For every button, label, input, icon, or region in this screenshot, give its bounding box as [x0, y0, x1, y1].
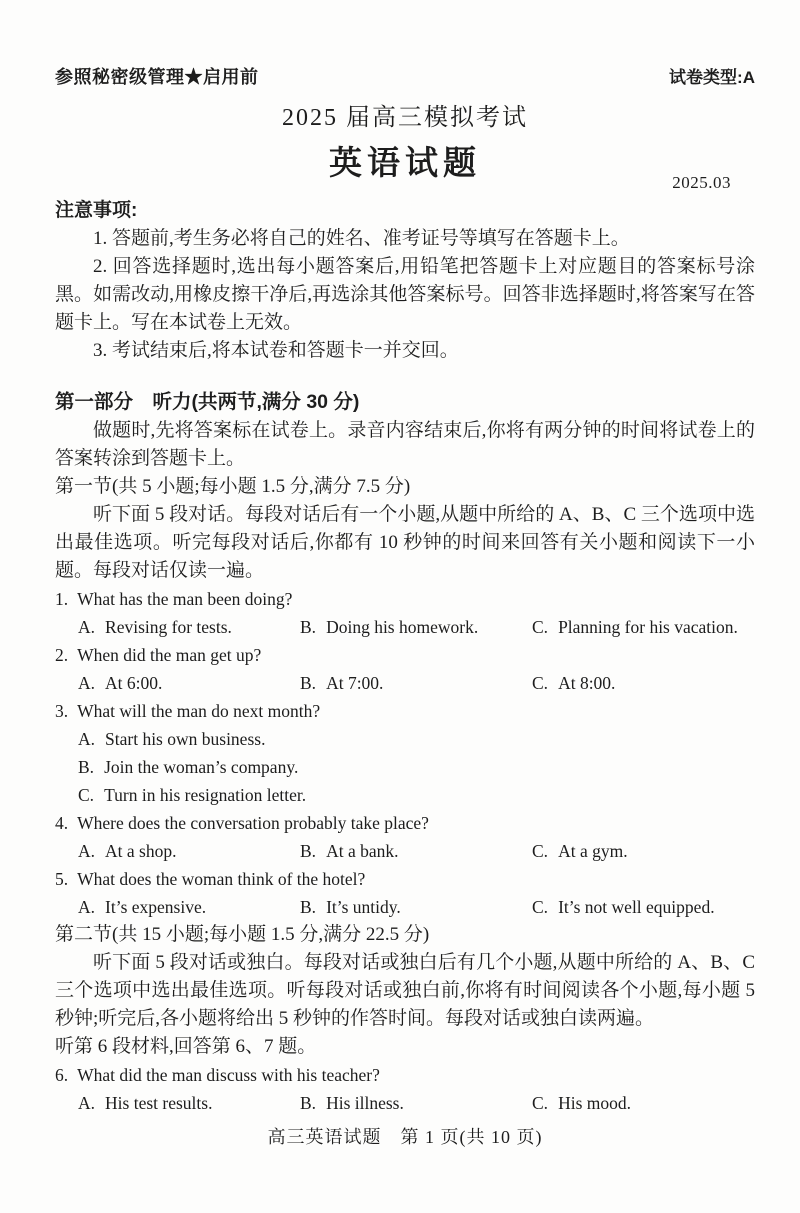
option-text: Revising for tests. [105, 617, 232, 637]
option-a [55, 725, 755, 753]
option-b [55, 753, 755, 781]
option-text: At 7:00. [326, 673, 384, 693]
exam-date: 2025.03 [672, 173, 731, 192]
document-header [55, 66, 755, 89]
option-label: C. [532, 617, 549, 637]
question-5-options [55, 893, 755, 921]
question-1-text [55, 585, 755, 613]
option-label: A. [78, 1093, 96, 1113]
option-text: At a gym. [558, 841, 628, 861]
question-stem: When did the man get up? [77, 645, 262, 665]
part1-intro: 做题时,先将答案标在试卷上。录音内容结束后,你将有两分钟的时间将试卷上的答案转涂到答题卡上。 [55, 420, 755, 469]
question-number: 3. [55, 701, 69, 721]
option-label: C. [532, 897, 549, 917]
page-footer: 高三英语试题 第 1 页(共 10 页) [267, 1127, 543, 1147]
option-label: C. [532, 1093, 549, 1113]
subject-title: 英语试题 [329, 144, 481, 181]
notice-heading: 注意事项: [55, 200, 138, 221]
question-4-text [55, 809, 755, 837]
question-5 [55, 865, 755, 921]
question-number: 5. [55, 869, 69, 889]
option-text: His illness. [326, 1093, 404, 1113]
question-4 [55, 809, 755, 865]
option-text: Turn in his resignation letter. [104, 785, 307, 805]
section1-heading: 第一节(共 5 小题;每小题 1.5 分,满分 7.5 分) [55, 476, 411, 497]
option-text: Planning for his vacation. [558, 617, 738, 637]
option-label: B. [300, 617, 317, 637]
option-c [532, 1089, 755, 1117]
question-1 [55, 585, 755, 641]
option-text: It’s untidy. [326, 897, 401, 917]
question-stem: What does the woman think of the hotel? [77, 869, 366, 889]
option-label: B. [78, 757, 95, 777]
question-stem: What did the man discuss with his teacher? [77, 1065, 380, 1085]
option-label: B. [300, 841, 317, 861]
section2-heading: 第二节(共 15 小题;每小题 1.5 分,满分 22.5 分) [55, 924, 430, 945]
option-label: A. [78, 841, 96, 861]
option-c [532, 613, 755, 641]
subject-title-block [55, 141, 755, 191]
option-c [532, 893, 755, 921]
paper-type-label: 试卷类型:A [669, 68, 755, 87]
question-stem: What will the man do next month? [77, 701, 321, 721]
option-label: A. [78, 617, 96, 637]
section2-material-note: 听第 6 段材料,回答第 6、7 题。 [55, 1036, 317, 1057]
option-b [300, 1089, 532, 1117]
option-c [532, 669, 755, 697]
option-label: A. [78, 673, 96, 693]
exam-title: 2025 届高三模拟考试 [282, 105, 528, 131]
option-label: B. [300, 673, 317, 693]
option-text: At a bank. [326, 841, 399, 861]
question-stem: Where does the conversation probably take place? [77, 813, 429, 833]
option-text: It’s expensive. [105, 897, 207, 917]
option-b [300, 893, 532, 921]
option-label: C. [78, 785, 95, 805]
option-text: It’s not well equipped. [558, 897, 715, 917]
notice-item-2: 2. 回答选择题时,选出每小题答案后,用铅笔把答题卡上对应题目的答案标号涂黑。如需改动,用橡皮擦干净后,再选涂其他答案标号。回答非选择题时,将答案写在答题卡上。写在本试卷上无效。 [55, 256, 755, 333]
option-c [532, 837, 755, 865]
option-text: Doing his homework. [326, 617, 479, 637]
option-text: At a shop. [105, 841, 177, 861]
security-classification-note: 参照秘密级管理★启用前 [55, 67, 259, 87]
question-5-text [55, 865, 755, 893]
option-text: At 8:00. [558, 673, 616, 693]
option-label: C. [532, 673, 549, 693]
notice-item-1: 1. 答题前,考生务必将自己的姓名、准考证号等填写在答题卡上。 [93, 228, 630, 249]
option-c [55, 781, 755, 809]
option-text: His test results. [105, 1093, 213, 1113]
option-label: A. [78, 729, 96, 749]
option-a [78, 893, 300, 921]
question-2-text [55, 641, 755, 669]
option-b [300, 669, 532, 697]
option-text: Join the woman’s company. [104, 757, 299, 777]
option-a [78, 613, 300, 641]
option-b [300, 837, 532, 865]
question-4-options [55, 837, 755, 865]
option-label: B. [300, 897, 317, 917]
option-b [300, 613, 532, 641]
question-6-options [55, 1089, 755, 1117]
option-text: At 6:00. [105, 673, 163, 693]
question-6-text [55, 1061, 755, 1089]
question-3 [55, 697, 755, 809]
question-2 [55, 641, 755, 697]
section1-instructions: 听下面 5 段对话。每段对话后有一个小题,从题中所给的 A、B、C 三个选项中选出最佳选项。听完每段对话后,你都有 10 秒钟的时间来回答有关小题和阅读下一小题。每段对话仅读一遍。 [55, 504, 755, 581]
option-a [78, 669, 300, 697]
part1-heading: 第一部分 听力(共两节,满分 30 分) [55, 391, 360, 413]
notice-item-3: 3. 考试结束后,将本试卷和答题卡一并交回。 [93, 340, 459, 361]
question-number: 4. [55, 813, 69, 833]
option-text: His mood. [558, 1093, 631, 1113]
option-label: A. [78, 897, 96, 917]
option-label: B. [300, 1093, 317, 1113]
question-6 [55, 1061, 755, 1117]
question-number: 6. [55, 1065, 69, 1085]
question-stem: What has the man been doing? [77, 589, 293, 609]
option-text: Start his own business. [105, 729, 266, 749]
question-3-text [55, 697, 755, 725]
option-label: C. [532, 841, 549, 861]
section2-instructions: 听下面 5 段对话或独白。每段对话或独白后有几个小题,从题中所给的 A、B、C 三个选项中选出最佳选项。听每段对话或独白前,你将有时间阅读各个小题,每小题 5 秒钟;听完后,各小题将给出 5 秒钟的作答时间。每段对话或独白读两遍。 [55, 952, 755, 1029]
option-a [78, 837, 300, 865]
option-a [78, 1089, 300, 1117]
question-1-options [55, 613, 755, 641]
question-2-options [55, 669, 755, 697]
question-number: 1. [55, 589, 69, 609]
question-number: 2. [55, 645, 69, 665]
